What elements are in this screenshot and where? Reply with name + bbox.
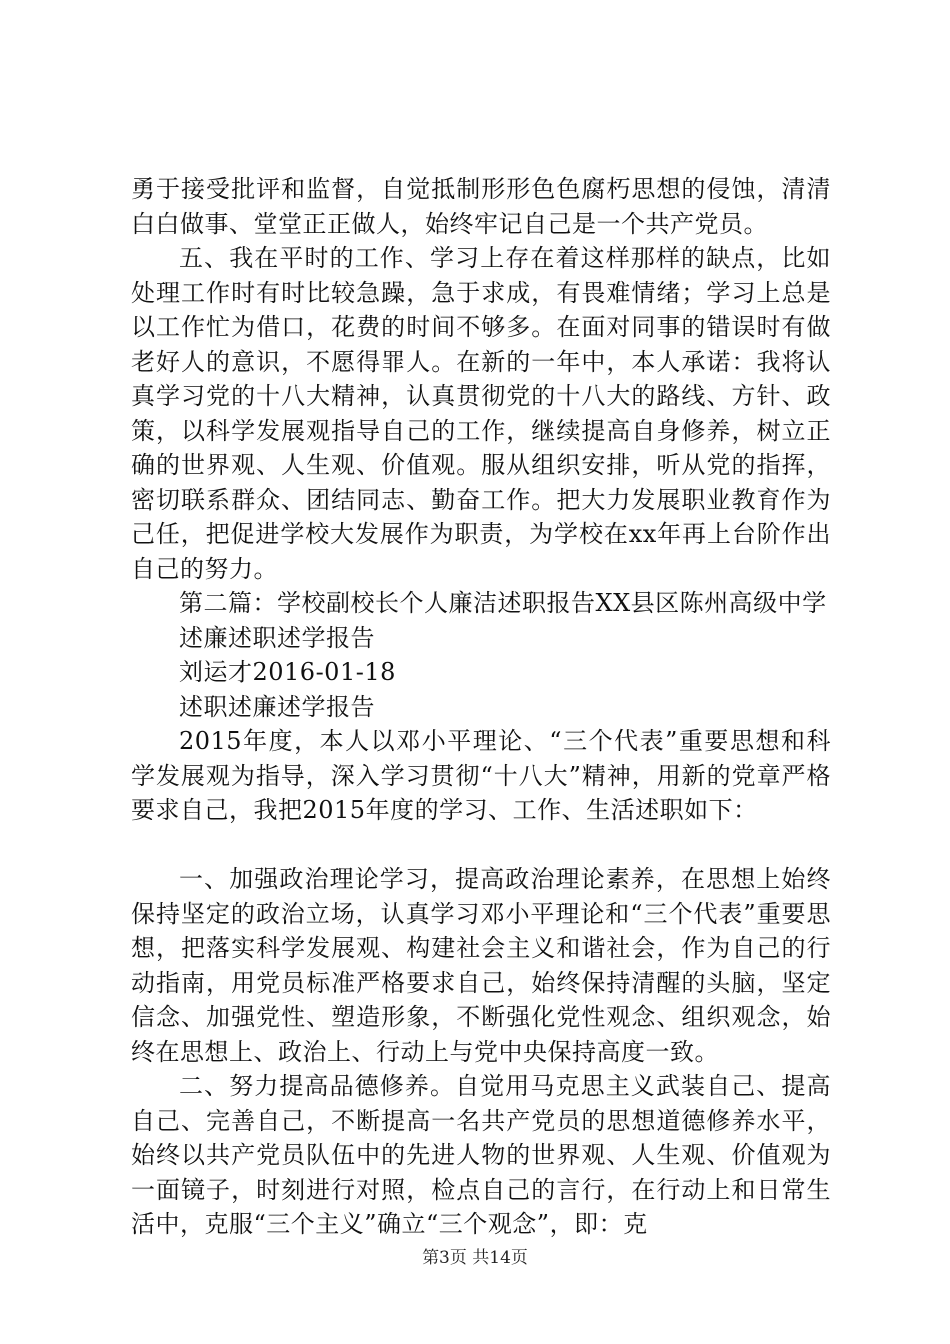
paragraph-gap (131, 828, 831, 863)
report-subtitle: 述职述廉述学报告 (179, 692, 375, 721)
page-indicator: 第3页 共14页 (422, 1248, 528, 1268)
paragraph-section-five: 五、我在平时的工作、学习上存在着这样那样的缺点，比如处理工作时有时比较急躁，急于求成，有畏难情绪；学习上总是以工作忙为借口，花费的时间不够多。在面对同事的错误时有做老好人的意识，不愿得罪人。在新的一年中，本人承诺：我将认真学习党的十八大精神，认真贯彻党的十八大的路线、方针、政策，以科学发展观指导自己的工作，继续提高自身修养，树立正确的世界观、人生观、价值观。服从组织安排，听从党的指挥，密切联系群众、团结同志、勤奋工作。把大力发展职业教育作为己任，把促进学校大发展作为职责，为学校在xx年再上台阶作出自己的努力。 (131, 244, 831, 583)
document-body (131, 172, 831, 1242)
chapter-heading: 第二篇：学校副校长个人廉洁述职报告XX县区陈州高级中学 (179, 589, 827, 617)
paragraph-section-one: 一、加强政治理论学习，提高政治理论素养，在思想上始终保持坚定的政治立场，认真学习邓小平理论和“三个代表”重要思想，把落实科学发展观、构建社会主义和谐社会，作为自己的行动指南，用党员标准严格要求自己，始终保持清醒的头脑，坚定信念、加强党性、塑造形象，不断强化党性观念、组织观念，始终在思想上、政治上、行动上与党中央保持高度一致。 (131, 865, 831, 1066)
paragraph-intro: 2015年度，本人以邓小平理论、“三个代表”重要思想和科学发展观为指导，深入学习贯彻“十八大”精神，用新的党章严格要求自己，我把2015年度的学习、工作、生活述职如下： (131, 727, 831, 824)
author-date: 刘运才2016-01-18 (179, 658, 396, 686)
page-footer (0, 1243, 950, 1268)
paragraph-continuation: 勇于接受批评和监督，自觉抵制形形色色腐朽思想的侵蚀，清清白白做事、堂堂正正做人，始终牢记自己是一个共产党员。 (131, 175, 831, 238)
paragraph-section-two: 二、努力提高品德修养。自觉用马克思主义武装自己、提高自己、完善自己，不断提高一名共产党员的思想道德修养水平，始终以共产党员队伍中的先进人物的世界观、人生观、价值观为一面镜子，时刻进行对照，检点自己的言行，在行动上和日常生活中，克服“三个主义”确立“三个观念”，即：克 (131, 1072, 831, 1238)
report-title: 述廉述职述学报告 (179, 623, 375, 652)
